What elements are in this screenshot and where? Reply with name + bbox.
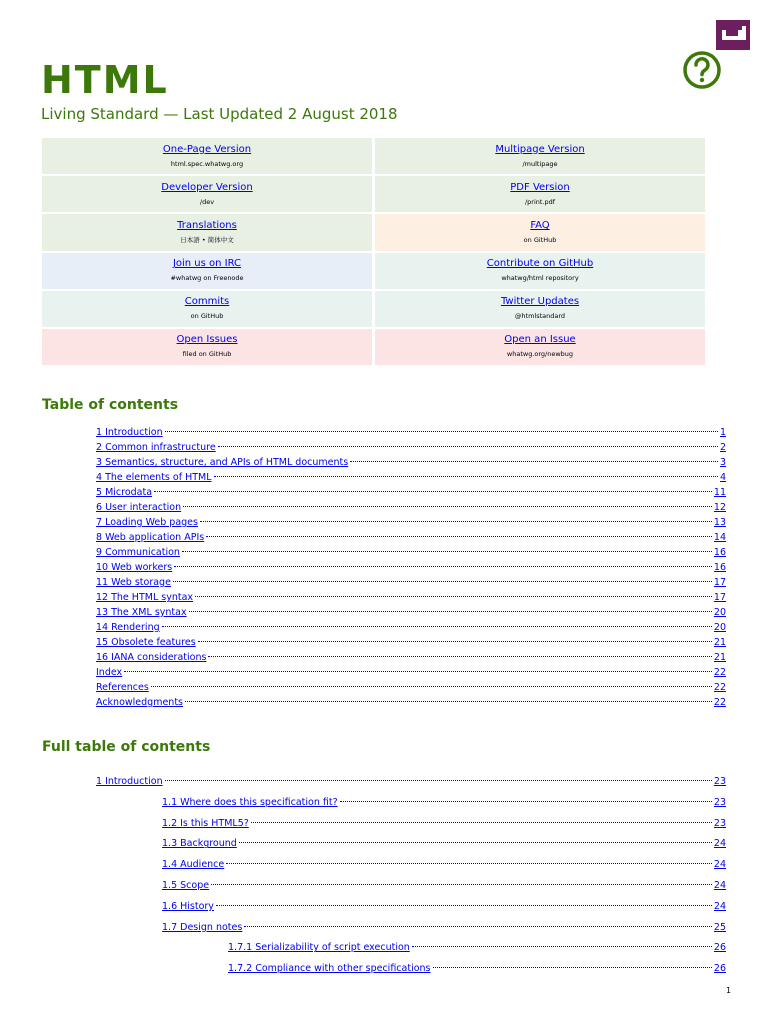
toc-entry-label[interactable]: 11 Web storage: [96, 577, 171, 588]
link-faq[interactable]: FAQ: [530, 219, 550, 231]
toc-entry[interactable]: [96, 651, 726, 665]
toc-entry-page[interactable]: 26: [713, 942, 726, 954]
toc-leader-dots: [174, 566, 712, 567]
toc-leader-dots: [211, 884, 712, 885]
link-cell: [42, 253, 372, 289]
toc-entry-page[interactable]: 24: [713, 880, 726, 891]
link-cell: [42, 329, 372, 365]
toc-entry-label[interactable]: 8 Web application APIs: [96, 532, 205, 543]
page-subtitle: Living Standard — Last Updated 2 August 2018: [41, 105, 398, 123]
toc-entry[interactable]: [96, 456, 726, 470]
link-cell: [375, 138, 705, 174]
toc-entry-page[interactable]: 24: [713, 859, 726, 871]
toc-entry-label[interactable]: 3 Semantics, structure, and APIs of HTML documents: [96, 457, 349, 468]
toc-entry-label[interactable]: References: [96, 682, 149, 693]
toc-entry-page[interactable]: 23: [713, 776, 726, 787]
toc-leader-dots: [173, 581, 712, 582]
toc-leader-dots: [165, 780, 712, 781]
link-translations[interactable]: Translations: [177, 219, 237, 231]
link-caption: on GitHub: [523, 235, 557, 244]
link-multipage-version[interactable]: Multipage Version: [495, 143, 585, 155]
toc-entry-page[interactable]: 24: [713, 838, 726, 850]
link-cell: [375, 176, 705, 212]
link-cell: [42, 176, 372, 212]
toc-entry-page[interactable]: 23: [713, 817, 726, 829]
page-number: 1: [726, 986, 732, 995]
toc-entry-label[interactable]: 9 Communication: [96, 547, 180, 558]
toc-entry[interactable]: [96, 441, 726, 455]
toc-entry-label[interactable]: 10 Web workers: [96, 562, 173, 573]
toc-leader-dots: [340, 801, 712, 802]
toc-entry-page[interactable]: 13: [713, 517, 726, 528]
toc-leader-dots: [218, 446, 718, 447]
toc-entry[interactable]: [162, 900, 726, 914]
link-cell: [375, 291, 705, 327]
toc-entry[interactable]: [96, 501, 726, 515]
link-cell: [42, 214, 372, 250]
toc-entry-page[interactable]: 11: [713, 487, 726, 498]
toc-heading: Table of contents: [42, 397, 179, 413]
toc-entry-page[interactable]: 17: [713, 577, 726, 588]
toc-leader-dots: [195, 596, 712, 597]
link-commits[interactable]: Commits: [184, 296, 230, 308]
toc-leader-dots: [151, 686, 712, 687]
page-title: HTML: [41, 58, 169, 102]
toc-leader-dots: [185, 701, 712, 702]
toc-leader-dots: [239, 842, 712, 843]
link-caption: filed on GitHub: [182, 350, 232, 359]
link-caption: html.spec.whatwg.org: [170, 159, 244, 168]
toc-entry-label[interactable]: 1.7.1 Serializability of script execution: [228, 942, 410, 954]
toc-entry[interactable]: [228, 962, 726, 976]
toc-entry-page[interactable]: 21: [713, 637, 726, 648]
toc-entry[interactable]: [162, 796, 726, 810]
toc-entry[interactable]: [162, 921, 726, 935]
link-caption: whatwg.org/newbug: [506, 350, 574, 359]
toc-entry[interactable]: [96, 546, 726, 560]
toc-entry-page[interactable]: 1: [719, 427, 726, 438]
question-mark-circle-icon[interactable]: [682, 50, 722, 90]
link-caption: on GitHub: [190, 312, 224, 321]
link-caption: @htmlstandard: [514, 312, 566, 321]
toc-entry[interactable]: [96, 486, 726, 500]
link-open-an-issue[interactable]: Open an Issue: [504, 334, 576, 346]
toc-leader-dots: [165, 431, 718, 432]
toc-entry-page[interactable]: 23: [713, 796, 726, 808]
toc-entry[interactable]: [96, 426, 726, 440]
toc-entry-page[interactable]: 21: [713, 652, 726, 663]
toc-entry-label[interactable]: 7 Loading Web pages: [96, 517, 198, 528]
toc-leader-dots: [216, 905, 712, 906]
toc-entry-label[interactable]: 1.4 Audience: [162, 859, 225, 871]
toc-entry[interactable]: [96, 576, 726, 590]
toc-entry-label[interactable]: 4 The elements of HTML: [96, 472, 212, 483]
toc-entry-label[interactable]: 1.7.2 Compliance with other specifications: [228, 963, 431, 975]
toc-entry-label[interactable]: 1.2 Is this HTML5?: [162, 817, 249, 829]
toc-entry[interactable]: [96, 636, 726, 650]
toc-entry-label[interactable]: 16 IANA considerations: [96, 652, 207, 663]
toc-leader-dots: [206, 536, 712, 537]
toc-entry-label[interactable]: 2 Common infrastructure: [96, 442, 216, 453]
toc-entry[interactable]: [96, 775, 726, 789]
toc-leader-dots: [208, 656, 711, 657]
toc-entry-page[interactable]: 22: [713, 682, 726, 693]
toc-entry-label[interactable]: 14 Rendering: [96, 622, 160, 633]
toc-entry-page[interactable]: 17: [713, 592, 726, 603]
toc-entry-label[interactable]: 1.5 Scope: [162, 880, 210, 891]
toc-entry-page[interactable]: 26: [713, 963, 726, 975]
link-pdf-version[interactable]: PDF Version: [510, 181, 570, 193]
toc-leader-dots: [200, 521, 712, 522]
link-cell: [375, 329, 705, 365]
link-cell: [42, 138, 372, 174]
toc-entry-page[interactable]: 12: [713, 502, 726, 513]
toc-entry[interactable]: [96, 666, 726, 680]
toc-entry[interactable]: [96, 606, 726, 620]
toc-entry-label[interactable]: Index: [96, 667, 123, 678]
toc-entry-page[interactable]: 16: [713, 562, 726, 573]
toc-entry[interactable]: [96, 471, 726, 485]
toc-entry[interactable]: [96, 591, 726, 605]
link-cell: [375, 214, 705, 250]
link-caption: /dev: [199, 197, 215, 206]
link-caption: #whatwg on Freenode: [170, 274, 244, 283]
toc-leader-dots: [433, 967, 712, 968]
link-one-page-version[interactable]: One-Page Version: [162, 143, 252, 155]
toc-leader-dots: [124, 671, 712, 672]
toc-entry[interactable]: [96, 696, 726, 710]
toc-leader-dots: [162, 626, 712, 627]
toc-leader-dots: [183, 506, 712, 507]
toc-entry[interactable]: [96, 561, 726, 575]
link-twitter-updates[interactable]: Twitter Updates: [500, 296, 580, 308]
toc-entry[interactable]: [162, 858, 726, 872]
whatwg-logo-icon: [716, 20, 750, 50]
toc-entry-label[interactable]: 1.3 Background: [162, 838, 237, 850]
toc-entry-page[interactable]: 20: [713, 622, 726, 633]
toc-entry[interactable]: [96, 681, 726, 695]
toc-entry[interactable]: [96, 621, 726, 635]
link-join-us-on-irc[interactable]: Join us on IRC: [172, 258, 242, 270]
version-links-grid: [42, 138, 705, 365]
toc-entry-page[interactable]: 22: [713, 667, 726, 678]
toc-entry-label[interactable]: 1 Introduction: [96, 427, 163, 438]
full-toc-heading: Full table of contents: [42, 739, 211, 755]
toc-entry[interactable]: [228, 941, 726, 955]
toc-leader-dots: [226, 863, 712, 864]
toc-leader-dots: [244, 926, 712, 927]
toc-entry[interactable]: [162, 817, 726, 831]
link-developer-version[interactable]: Developer Version: [161, 181, 253, 193]
link-contribute-on-github[interactable]: Contribute on GitHub: [486, 258, 594, 270]
toc-leader-dots: [182, 551, 712, 552]
toc-entry-label[interactable]: 1.1 Where does this specification fit?: [162, 796, 338, 808]
toc-entry-label[interactable]: 13 The XML syntax: [96, 607, 187, 618]
toc-entry[interactable]: [162, 837, 726, 851]
toc-entry[interactable]: [162, 879, 726, 893]
toc-entry-label[interactable]: 1 Introduction: [96, 776, 163, 787]
toc-entry-page[interactable]: 24: [713, 900, 726, 912]
toc-entry-label[interactable]: 1.6 History: [162, 900, 214, 912]
link-open-issues[interactable]: Open Issues: [176, 334, 238, 346]
toc-leader-dots: [198, 641, 712, 642]
link-cell: [375, 253, 705, 289]
toc-leader-dots: [350, 461, 718, 462]
link-caption: 日本語 • 简体中文: [180, 235, 234, 244]
toc-entry-label[interactable]: 1.7 Design notes: [162, 921, 243, 933]
toc-entry-label[interactable]: 15 Obsolete features: [96, 637, 196, 648]
toc-leader-dots: [251, 822, 712, 823]
link-caption: /print.pdf: [524, 197, 556, 206]
toc-entry[interactable]: [96, 516, 726, 530]
toc-entry-label[interactable]: 6 User interaction: [96, 502, 182, 513]
link-caption: whatwg/html repository: [501, 274, 579, 283]
toc-entry-page[interactable]: 14: [713, 532, 726, 543]
toc-entry-page[interactable]: 22: [713, 697, 726, 708]
toc-entry[interactable]: [96, 531, 726, 545]
toc-leader-dots: [154, 491, 712, 492]
toc-entry-page[interactable]: 20: [713, 607, 726, 618]
link-caption: /multipage: [522, 159, 558, 168]
toc-leader-dots: [214, 476, 718, 477]
toc-entry-label[interactable]: 12 The HTML syntax: [96, 592, 194, 603]
toc-entry-label[interactable]: Acknowledgments: [96, 697, 183, 708]
toc-entry-page[interactable]: 4: [719, 472, 726, 483]
link-cell: [42, 291, 372, 327]
toc-entry-page[interactable]: 2: [719, 442, 726, 453]
toc-entry-label[interactable]: 5 Microdata: [96, 487, 153, 498]
toc-entry-page[interactable]: 16: [713, 547, 726, 558]
toc-leader-dots: [189, 611, 712, 612]
toc-entry-page[interactable]: 25: [713, 921, 726, 933]
toc-leader-dots: [412, 946, 712, 947]
toc-entry-page[interactable]: 3: [719, 457, 726, 468]
